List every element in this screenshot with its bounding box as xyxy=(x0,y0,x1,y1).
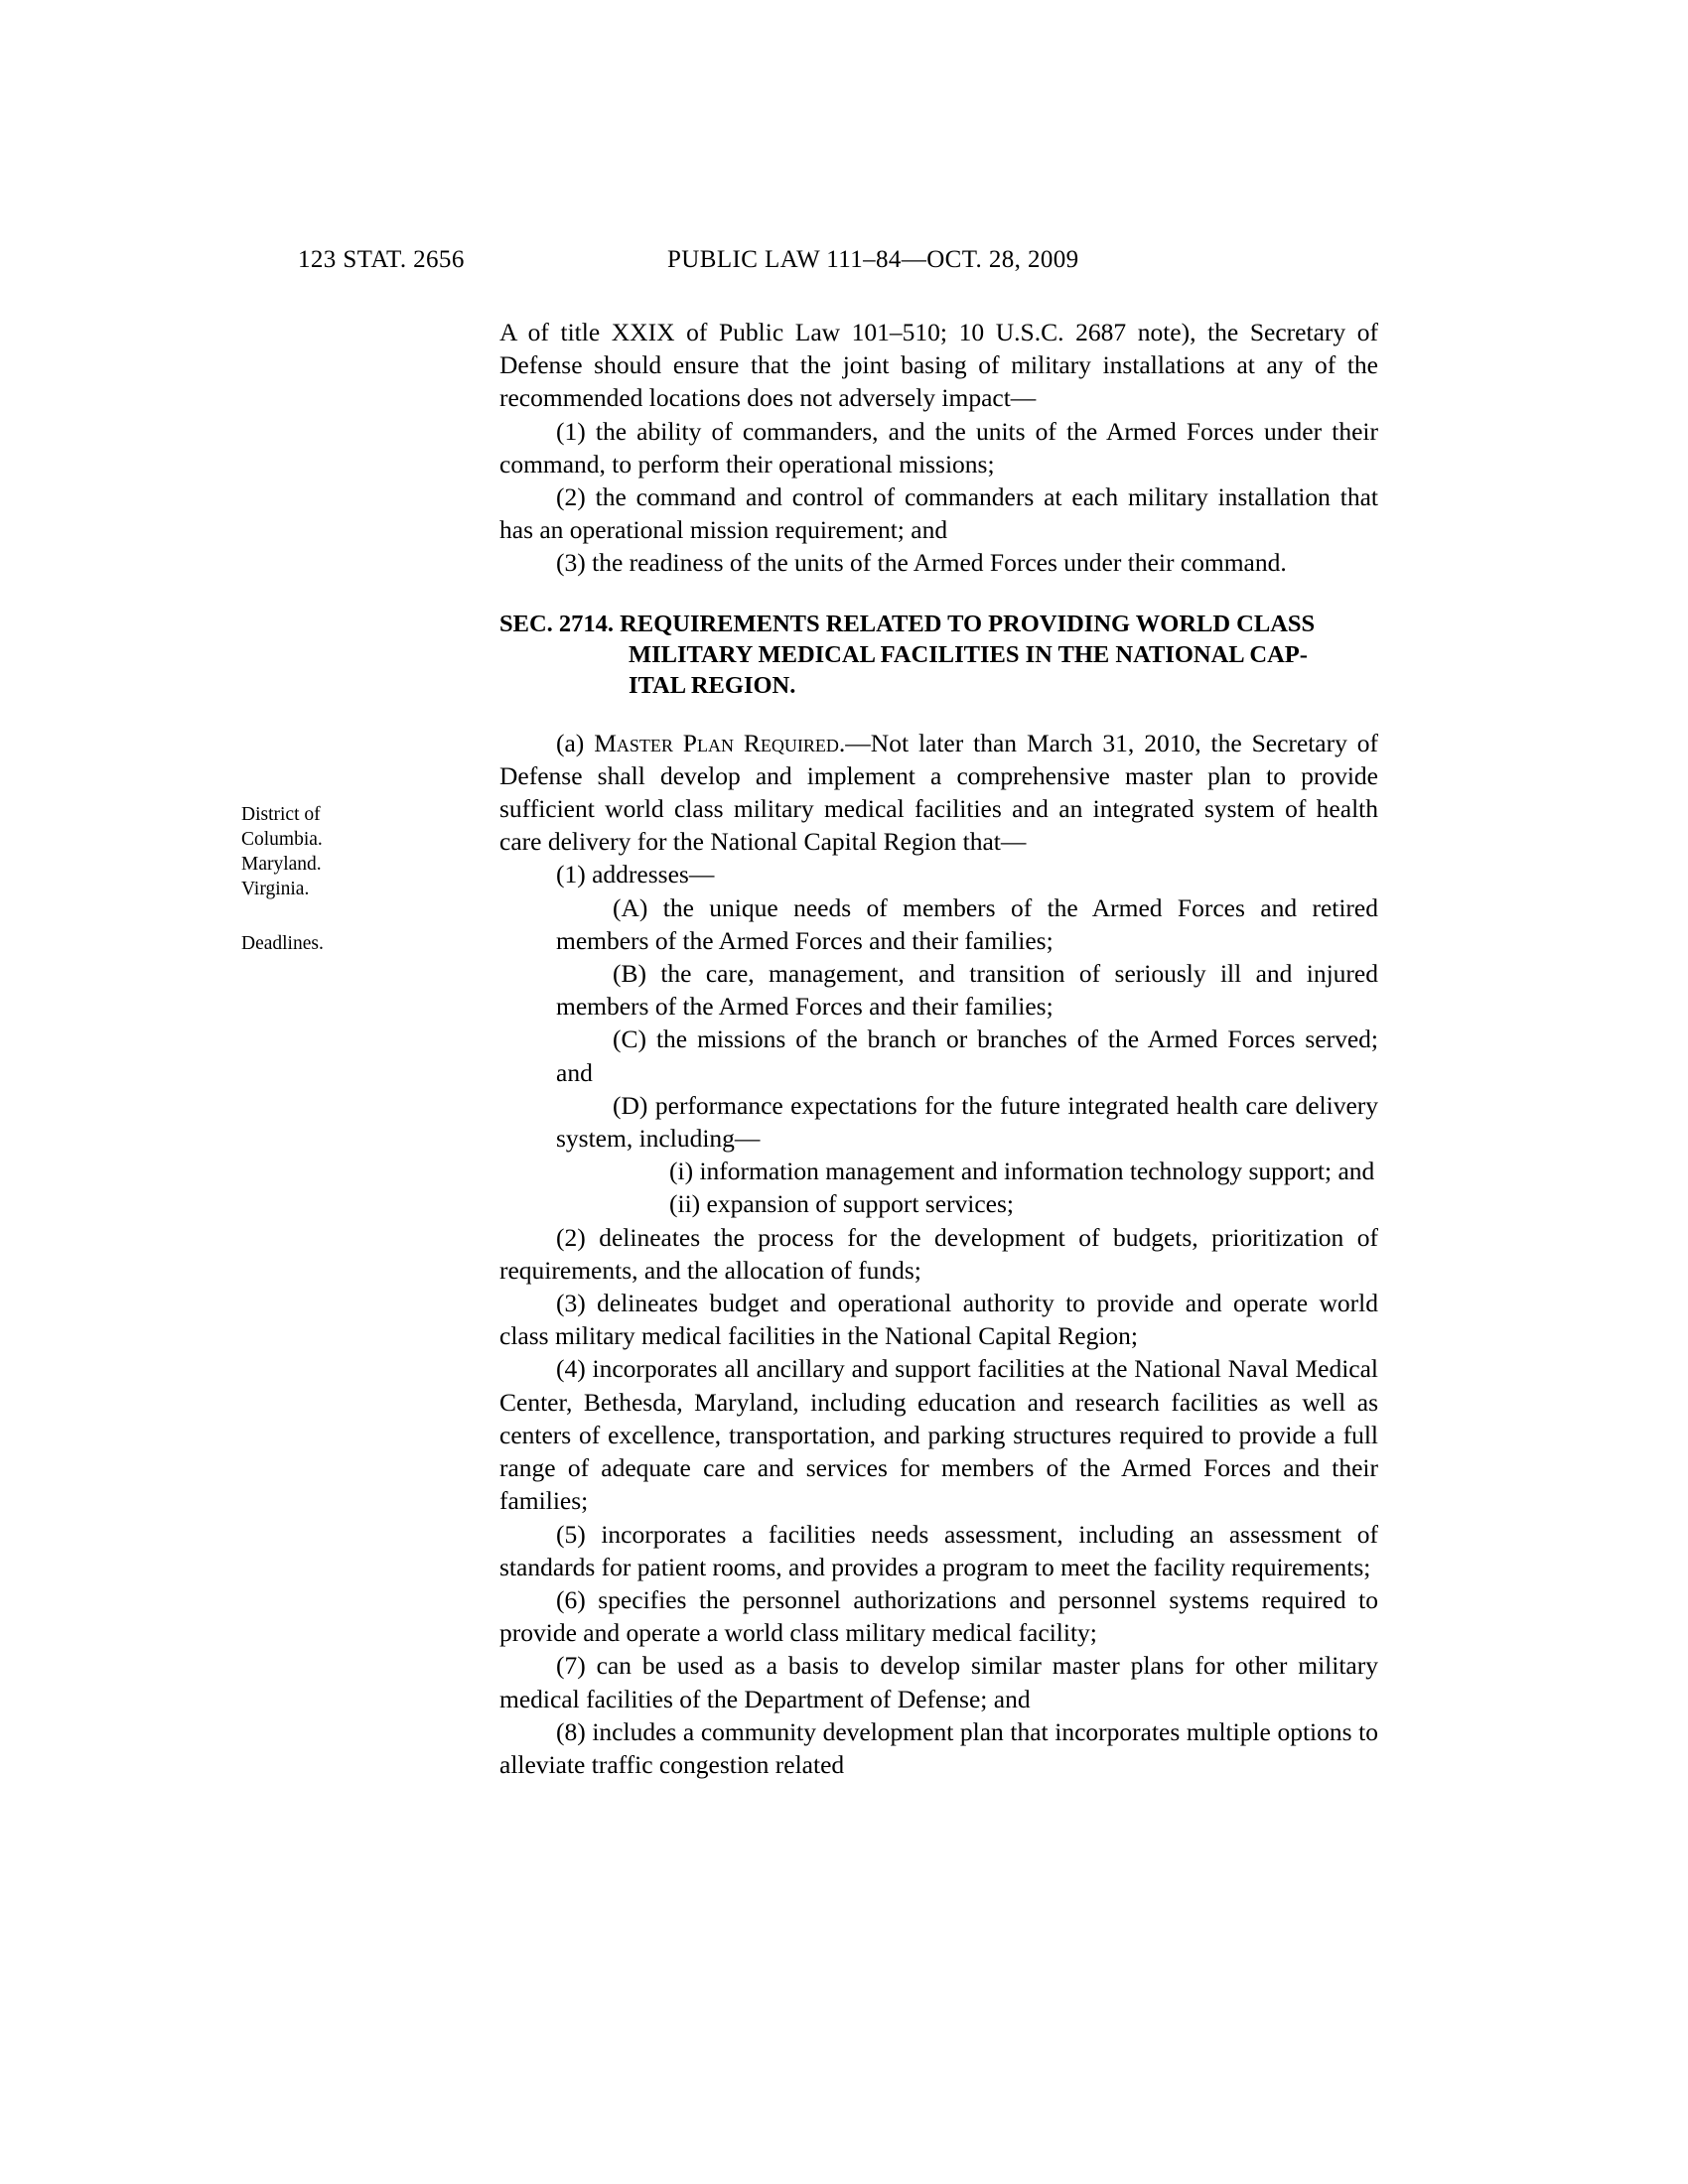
paragraph-item-3: (3) the readiness of the units of the Armed Forces under their command. xyxy=(556,548,1287,578)
paragraph-a-4: (4) incorporates all ancillary and support facilities at the National Naval Medical Center, Bethesda, Maryland, including education and research facilities as well as centers of excellence, transportation, and parking structures required to provide a full range of adequate care and services for members of the Armed Forces and their families; xyxy=(499,1354,1378,1516)
paragraph-a-1-B: (B) the care, management, and transition of seriously ill and injured members of the Armed Forces and their families; xyxy=(556,959,1378,1022)
section-heading-line-2: MILITARY MEDICAL FACILITIES IN THE NATIONAL CAP- xyxy=(629,640,1308,668)
paragraph-a-5: (5) incorporates a facilities needs assessment, including an assessment of standards for patient rooms, and provides a program to meet the facility requirements; xyxy=(499,1519,1378,1581)
body-column xyxy=(499,316,1378,1781)
paragraph-a-1-D: (D) performance expectations for the future integrated health care delivery system, including— xyxy=(556,1090,1378,1154)
public-law-citation: PUBLIC LAW 111–84—OCT. 28, 2009 xyxy=(667,246,1079,273)
sidenote-line: Deadlines. xyxy=(241,933,324,954)
paragraph-a-1-D-i: (i) information management and information technology support; and xyxy=(669,1157,1375,1186)
statute-citation: 123 STAT. 2656 xyxy=(298,246,465,273)
section-heading-line-1: SEC. 2714. REQUIREMENTS RELATED TO PROVIDING WORLD CLASS xyxy=(499,610,1316,637)
subsection-a-text: (a) Master Plan Required.—Not later than March 31, 2010, the Secretary of Defense shall develop and implement a comprehensive master plan to provide sufficient world class military medical facilities and an integrated system of health care delivery for the National Capital Region that— xyxy=(499,728,1378,857)
paragraph-a-7: (7) can be used as a basis to develop similar master plans for other military medical facilities of the Department of Defense; and xyxy=(499,1651,1378,1713)
paragraph-a-8: (8) includes a community development plan that incorporates multiple options to alleviate traffic congestion related xyxy=(499,1716,1378,1779)
sidenote-jurisdictions xyxy=(241,802,323,901)
paragraph-a-6: (6) specifies the personnel authorizations and personnel systems required to provide and operate a world class military medical facility; xyxy=(499,1584,1378,1648)
sidenote-line: Columbia. xyxy=(241,829,323,850)
sidenote-line: Maryland. xyxy=(241,854,322,875)
paragraph-a-1: (1) addresses— xyxy=(556,860,715,889)
paragraph-a-1-C: (C) the missions of the branch or branches of the Armed Forces served; and xyxy=(556,1024,1378,1087)
paragraph-item-1: (1) the ability of commanders, and the units of the Armed Forces under their command, to perform their operational missions; xyxy=(499,416,1378,478)
sidenote-deadlines xyxy=(241,931,324,956)
paragraph-intro: A of title XXIX of Public Law 101–510; 10 U.S.C. 2687 note), the Secretary of Defense should ensure that the joint basing of military installations at any of the recommended locations does not adversely impact— xyxy=(499,318,1378,413)
paragraph-item-2: (2) the command and control of commanders at each military installation that has an operational mission requirement; and xyxy=(499,482,1378,545)
subsection-a-caption: Master Plan Required. xyxy=(594,728,846,757)
paragraph-a-3: (3) delineates budget and operational authority to provide and operate world class military medical facilities in the National Capital Region; xyxy=(499,1289,1378,1351)
section-heading xyxy=(499,609,1378,701)
paragraph-a-2: (2) delineates the process for the development of budgets, prioritization of requirements, and the allocation of funds; xyxy=(499,1222,1378,1285)
section-heading-line-3: ITAL REGION. xyxy=(629,671,796,699)
sidenote-line: Virginia. xyxy=(241,879,310,899)
sidenote-line: District of xyxy=(241,804,321,825)
paragraph-a-1-D-ii: (ii) expansion of support services; xyxy=(669,1189,1015,1219)
paragraph-subsection-a xyxy=(499,727,1378,859)
paragraph-a-1-A: (A) the unique needs of members of the Armed Forces and retired members of the Armed Forces and their families; xyxy=(556,892,1378,955)
